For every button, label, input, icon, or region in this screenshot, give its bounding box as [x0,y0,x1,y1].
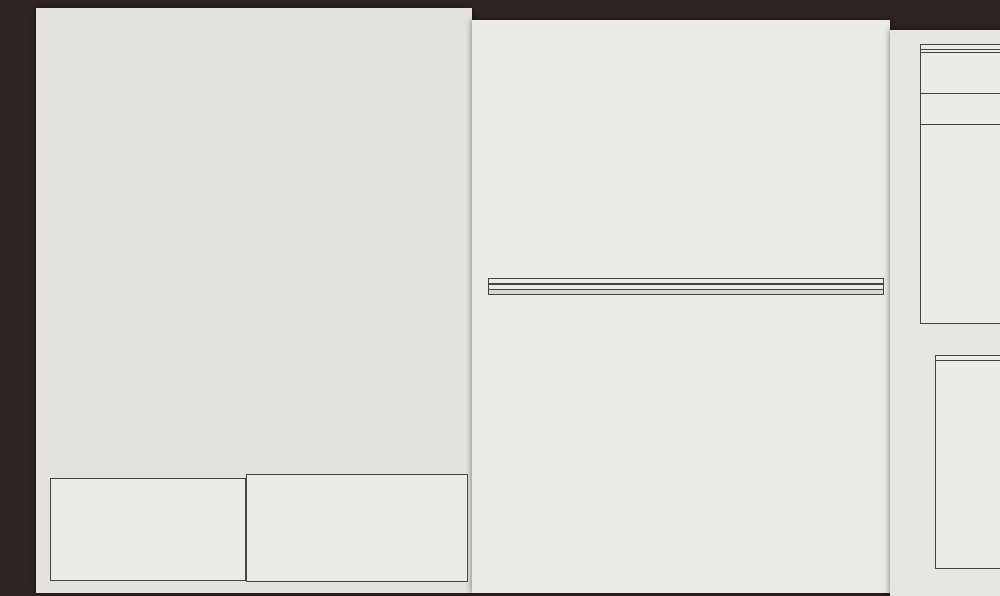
st11-opportunity [921,93,1000,124]
st11-note [921,124,1000,127]
mt1-modifications [489,289,883,294]
action-table-st11 [920,44,1000,324]
moving-maneuver-table [488,278,884,295]
st11-cancel [921,52,1000,93]
modifications-box [246,474,468,582]
middle-panel [472,20,890,593]
cst2-header [936,361,1000,364]
animal-critical-table-cst2 [935,355,1000,569]
criticals-box [50,478,246,581]
